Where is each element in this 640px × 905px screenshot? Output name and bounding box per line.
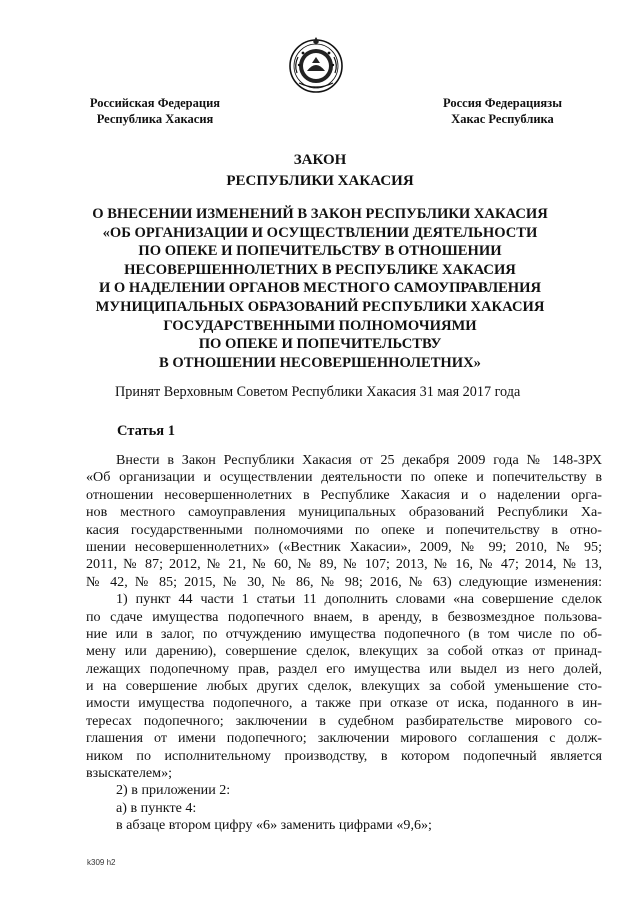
body-line: «Об организации и осуществлении деятельности по опеке и попечительству в bbox=[86, 469, 602, 486]
body-line: в абзаце втором цифру «6» заменить цифрами «9,6»; bbox=[116, 817, 432, 834]
header-left-ru bbox=[85, 95, 225, 127]
body-line: глашения от имени подопечного; заключении мирового соглашения с долж- bbox=[86, 730, 602, 747]
body-line: 1) пункт 44 части 1 статьи 11 дополнить словами «на совершение сделок bbox=[116, 591, 602, 608]
law-subject-line: И О НАДЕЛЕНИИ ОРГАНОВ МЕСТНОГО САМОУПРАВЛЕНИЯ bbox=[98, 280, 542, 297]
body-line: № 42, № 85; 2015, № 30, № 86, № 98; 2016, № 63) следующие изменения: bbox=[86, 573, 602, 590]
law-subject-line: В ОТНОШЕНИИ НЕСОВЕРШЕННОЛЕТНИХ» bbox=[159, 354, 481, 371]
body-line: касия государственными полномочиями по опеке и попечительству в отно- bbox=[86, 521, 602, 538]
header-left-line-1: Российская Федерация bbox=[89, 96, 221, 110]
header-right-khak bbox=[430, 95, 575, 127]
body-line: по сдаче имущества подопечного внаем, в аренду, в безвозмездное пользова- bbox=[86, 608, 602, 625]
law-subject-line: ПО ОПЕКЕ И ПОПЕЧИТЕЛЬСТВУ В ОТНОШЕНИИ bbox=[138, 243, 502, 260]
document-code: k309 h2 bbox=[87, 858, 116, 867]
header-right-line-2: Хакас Республика bbox=[451, 112, 554, 126]
law-subject bbox=[80, 205, 560, 372]
body-line: 2011, № 87; 2012, № 21, № 60, № 89, № 107; 2013, № 16, № 47; 2014, № 13, bbox=[86, 556, 602, 573]
adoption-statement: Принят Верховным Советом Республики Хакасия 31 мая 2017 года bbox=[115, 384, 521, 400]
article-heading: Статья 1 bbox=[117, 423, 175, 439]
body-line: тересах подопечного; заключении в судебном разбирательстве мирового со- bbox=[86, 712, 602, 729]
law-issuer: РЕСПУБЛИКИ ХАКАСИЯ bbox=[226, 173, 414, 189]
body-line: Внести в Закон Республики Хакасия от 25 декабря 2009 года № 148-ЗРХ bbox=[116, 452, 602, 468]
body-line: шении несовершеннолетних» («Вестник Хакасии», 2009, № 99; 2010, № 95; bbox=[86, 538, 602, 555]
body-line: нов местного самоуправления муниципальных образований Республики Ха- bbox=[86, 504, 602, 521]
law-subject-line: «ОБ ОРГАНИЗАЦИИ И ОСУЩЕСТВЛЕНИИ ДЕЯТЕЛЬНОСТИ bbox=[102, 224, 538, 241]
body-line: и на совершение любых других сделок, влекущих за собой уменьшение сто- bbox=[86, 678, 602, 695]
law-subject-line: НЕСОВЕРШЕННОЛЕТНИХ В РЕСПУБЛИКЕ ХАКАСИЯ bbox=[124, 261, 516, 278]
coat-of-arms-emblem bbox=[285, 33, 347, 95]
body-line: имости имущества подопечного, а также при отказе от иска, поданного в ин- bbox=[86, 695, 602, 712]
law-subject-line: ПО ОПЕКЕ И ПОПЕЧИТЕЛЬСТВУ bbox=[198, 336, 442, 353]
law-type: ЗАКОН bbox=[293, 152, 347, 168]
law-subject-line: О ВНЕСЕНИИ ИЗМЕНЕНИЙ В ЗАКОН РЕСПУБЛИКИ ХАКАСИЯ bbox=[92, 206, 548, 222]
article-body bbox=[86, 452, 602, 835]
body-line: лежащих подопечному прав, раздел его имущества или выдел из него долей, bbox=[86, 660, 602, 677]
body-line: взыскателем»; bbox=[86, 765, 173, 782]
header-right-line-1: Россия Федерациязы bbox=[443, 96, 562, 110]
body-line: ние или в залог, по отчуждению имущества подопечного (в том числе по об- bbox=[86, 625, 602, 642]
law-subject-line: МУНИЦИПАЛЬНЫХ ОБРАЗОВАНИЙ РЕСПУБЛИКИ ХАКАСИЯ bbox=[95, 298, 545, 315]
header-left-line-2: Республика Хакасия bbox=[96, 112, 214, 126]
body-line: мену или дарению), совершение сделок, влекущих за собой отказ от принад- bbox=[86, 643, 602, 660]
law-subject-line: ГОСУДАРСТВЕННЫМИ ПОЛНОМОЧИЯМИ bbox=[163, 317, 477, 334]
law-title bbox=[80, 150, 560, 192]
body-line: отношении несовершеннолетних в Республике Хакасия и о наделении орга- bbox=[86, 486, 602, 503]
body-line: 2) в приложении 2: bbox=[116, 782, 231, 799]
body-line: ником по исполнительному производству, в котором подопечный является bbox=[86, 747, 602, 764]
body-line: а) в пункте 4: bbox=[116, 799, 197, 816]
